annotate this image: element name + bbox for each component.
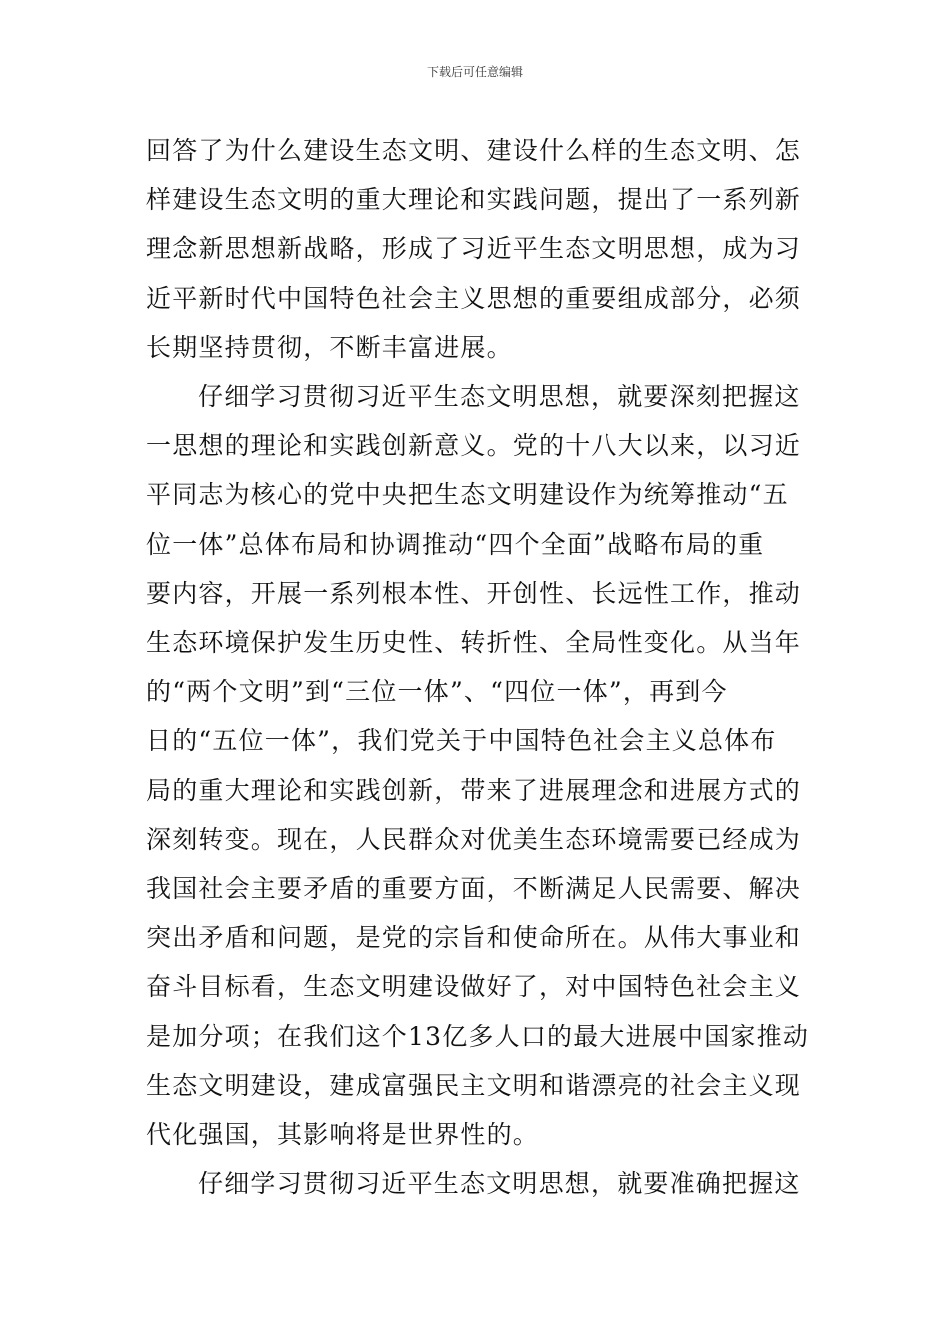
text-line: 日的“五位一体”，我们党关于中国特色社会主义总体布 [146, 726, 777, 756]
text-line: 突出矛盾和问题，是党的宗旨和使命所在。从伟大事业和 [146, 923, 802, 953]
text-line: 生态文明建设，建成富强民主文明和谐漂亮的社会主义现 [146, 1070, 802, 1100]
text-line: 生态环境保护发生历史性、转折性、全局性变化。从当年 [146, 628, 802, 658]
text-line: 代化强国，其影响将是世界性的。 [146, 1120, 540, 1150]
text-line: 回答了为什么建设生态文明、建设什么样的生态文明、怎 [146, 136, 802, 165]
page-header: 下载后可任意编辑 [426, 65, 523, 79]
paragraph-1 [146, 126, 806, 372]
text-line: 长期坚持贯彻，不断丰富进展。 [146, 332, 513, 362]
text-line: 平同志为核心的党中央把生态文明建设作为统筹推动“五 [146, 480, 789, 510]
text-line: 奋斗目标看，生态文明建设做好了，对中国特色社会主义 [146, 972, 802, 1002]
text-line: 是加分项；在我们这个13亿多人口的最大进展中国家推动 [146, 1021, 810, 1051]
text-line: 我国社会主要矛盾的重要方面，不断满足人民需要、解决 [146, 874, 802, 904]
document-body [146, 126, 810, 1208]
text-line: 近平新时代中国特色社会主义思想的重要组成部分，必须 [146, 283, 802, 313]
text-line: 仔细学习贯彻习近平生态文明思想，就要深刻把握这 [198, 382, 801, 412]
text-line: 的“两个文明”到“三位一体”、“四位一体”，再到今 [146, 677, 728, 707]
text-line: 局的重大理论和实践创新，带来了进展理念和进展方式的 [146, 775, 802, 805]
paragraph-2 [146, 372, 810, 1159]
text-line: 样建设生态文明的重大理论和实践问题，提出了一系列新 [146, 185, 802, 215]
paragraph-3 [146, 1159, 806, 1208]
text-line: 位一体”总体布局和协调推动“四个全面”战略布局的重 [146, 529, 765, 559]
text-line: 要内容，开展一系列根本性、开创性、长远性工作，推动 [146, 578, 802, 608]
text-line: 仔细学习贯彻习近平生态文明思想，就要准确把握这 [198, 1169, 801, 1199]
text-line: 一思想的理论和实践创新意义。党的十八大以来，以习近 [146, 431, 802, 461]
text-line: 理念新思想新战略，形成了习近平生态文明思想，成为习 [146, 234, 802, 264]
text-line: 深刻转变。现在，人民群众对优美生态环境需要已经成为 [146, 824, 802, 854]
